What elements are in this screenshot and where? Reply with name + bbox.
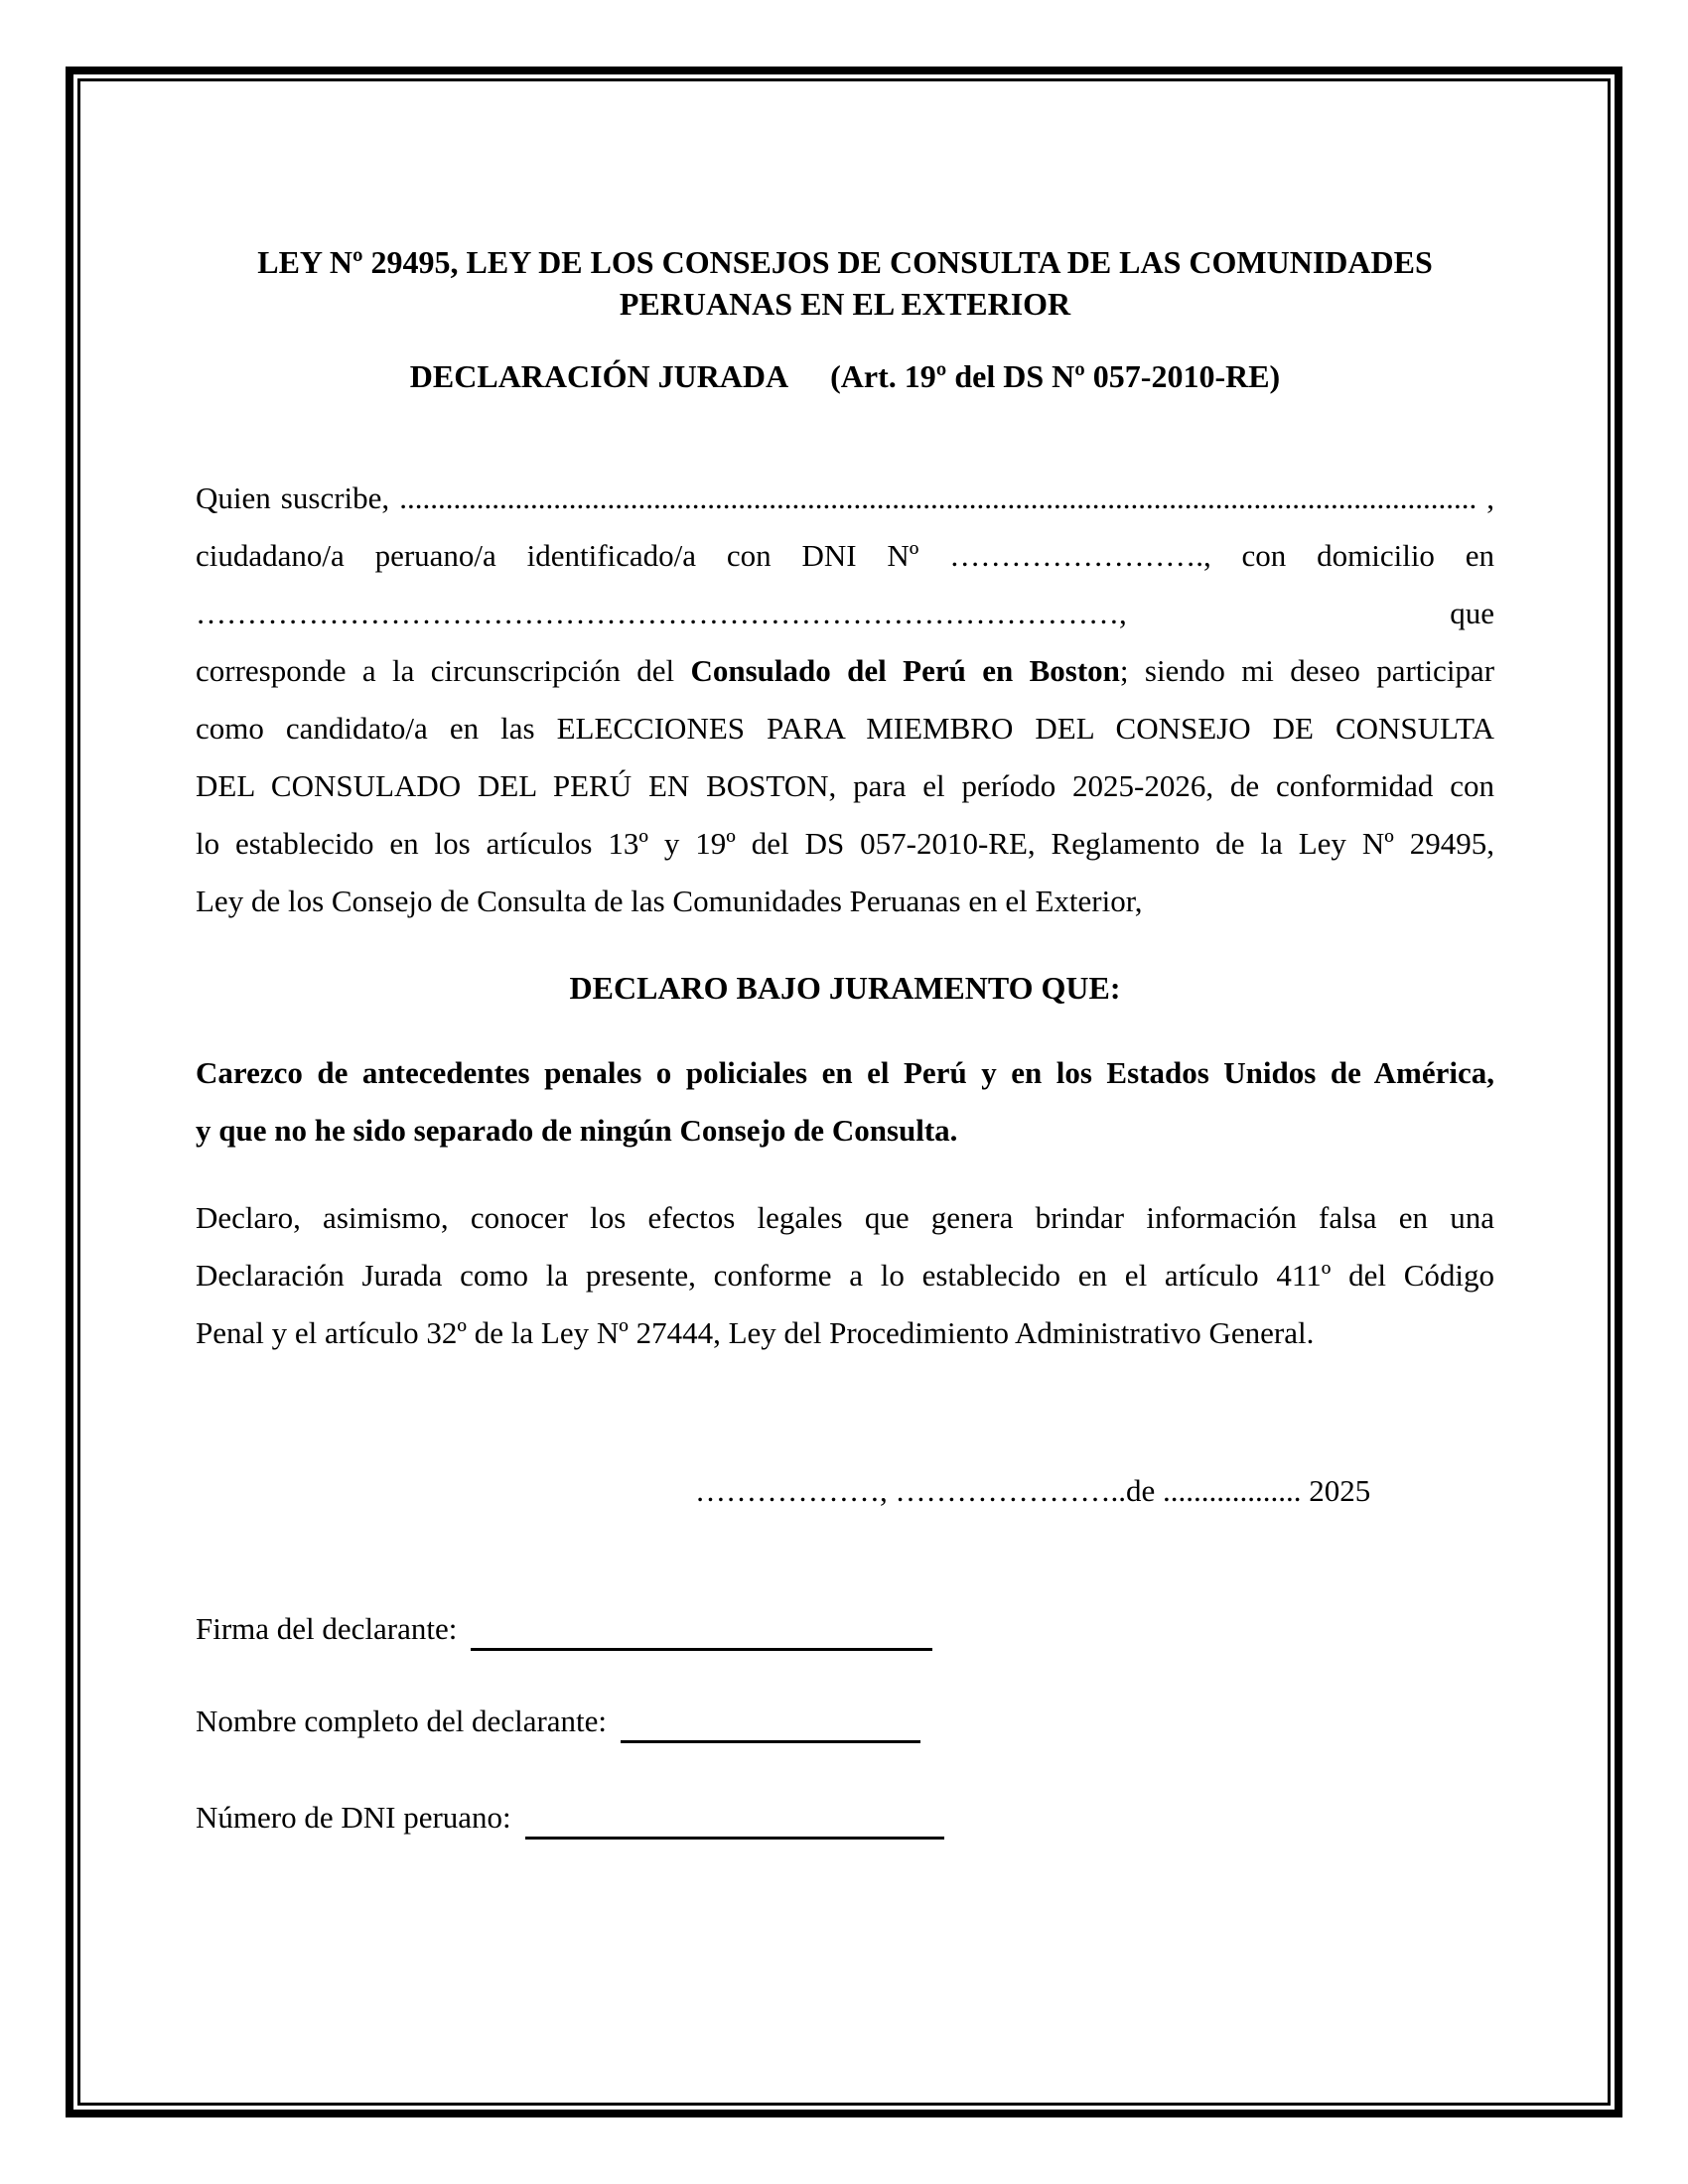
legal-line-2: Declaración Jurada como la presente, conforme a lo establecido en el artículo 411º del Código xyxy=(196,1258,1494,1293)
intro-l3-tail: , que xyxy=(1119,596,1494,630)
dni-dotted-blank: ……………………. xyxy=(949,538,1203,573)
place-dotted-blank: ………………, xyxy=(695,1473,888,1508)
title-line-2: PERUANAS EN EL EXTERIOR xyxy=(619,286,1071,322)
intro-paragraph xyxy=(196,470,1494,930)
dni-number-underline xyxy=(525,1797,944,1840)
oath-line-1: Carezco de antecedentes penales o policiales en el Perú y en los Estados Unidos de América, xyxy=(196,1055,1494,1090)
intro-line-2 xyxy=(196,527,1494,585)
legal-line-3: Penal y el artículo 32º de la Ley Nº 27444, Ley del Procedimiento Administrativo General. xyxy=(196,1315,1315,1350)
oath-heading: DECLARO BAJO JURAMENTO QUE: xyxy=(569,970,1121,1006)
intro-line-4 xyxy=(196,642,1494,700)
full-name-underline xyxy=(621,1701,920,1743)
consulate-name-bold: Consulado del Perú en Boston xyxy=(690,653,1120,688)
intro-line-7: lo establecido en los artículos 13º y 19º del DS 057-2010-RE, Reglamento de la Ley Nº 29495, xyxy=(196,826,1494,861)
intro-line-6: DEL CONSULADO DEL PERÚ EN BOSTON, para el período 2025-2026, de conformidad con xyxy=(196,768,1494,803)
intro-l2-tail: , con domicilio en xyxy=(1202,538,1495,573)
intro-l1-text: Quien suscribe, xyxy=(196,480,390,515)
title-line-1: LEY Nº 29495, LEY DE LOS CONSEJOS DE CONSULTA DE LAS COMUNIDADES xyxy=(257,244,1433,280)
intro-l1-tail: , xyxy=(1486,480,1495,515)
date-de-label: de xyxy=(1126,1473,1156,1508)
dni-number-label: Número de DNI peruano: xyxy=(196,1800,511,1835)
intro-line-3 xyxy=(196,585,1494,642)
signature-label: Firma del declarante: xyxy=(196,1611,458,1646)
subtitle-article-reference: (Art. 19º del DS Nº 057-2010-RE) xyxy=(830,358,1281,394)
document-subtitle xyxy=(196,355,1494,397)
oath-line-2: y que no he sido separado de ningún Consejo de Consulta. xyxy=(196,1113,958,1148)
intro-line-8: Ley de los Consejo de Consulta de las Comunidades Peruanas en el Exterior, xyxy=(196,884,1143,918)
legal-line-1: Declaro, asimismo, conocer los efectos legales que genera brindar información falsa en una xyxy=(196,1200,1494,1235)
intro-line-5: como candidato/a en las ELECCIONES PARA MIEMBRO DEL CONSEJO DE CONSULTA xyxy=(196,711,1494,746)
signature-underline xyxy=(471,1608,932,1651)
signature-field xyxy=(196,1600,1494,1658)
intro-line-1 xyxy=(196,470,1494,527)
date-year: 2025 xyxy=(1309,1473,1371,1508)
full-name-field xyxy=(196,1693,1494,1750)
intro-l4-post: ; siendo mi deseo participar xyxy=(1119,653,1495,688)
date-line xyxy=(695,1462,1569,1520)
subtitle-main: DECLARACIÓN JURADA xyxy=(409,358,789,394)
intro-l2-text: ciudadano/a peruano/a identificado/a con DNI Nº xyxy=(196,538,919,573)
dni-number-field xyxy=(196,1789,1494,1846)
document-title xyxy=(196,241,1494,325)
address-dotted-blank: ……………………………………………………………………………… xyxy=(196,596,1119,630)
intro-l4-pre: corresponde a la circunscripción del xyxy=(196,653,675,688)
legal-notice-paragraph xyxy=(196,1189,1494,1362)
full-name-label: Nombre completo del declarante: xyxy=(196,1704,608,1738)
month-dotted-blank: .................. xyxy=(1163,1473,1302,1508)
name-dotted-blank: ............................................................................................................................................ xyxy=(399,480,1477,515)
day-dotted-blank: ………………….. xyxy=(895,1473,1126,1508)
oath-paragraph xyxy=(196,1044,1494,1160)
